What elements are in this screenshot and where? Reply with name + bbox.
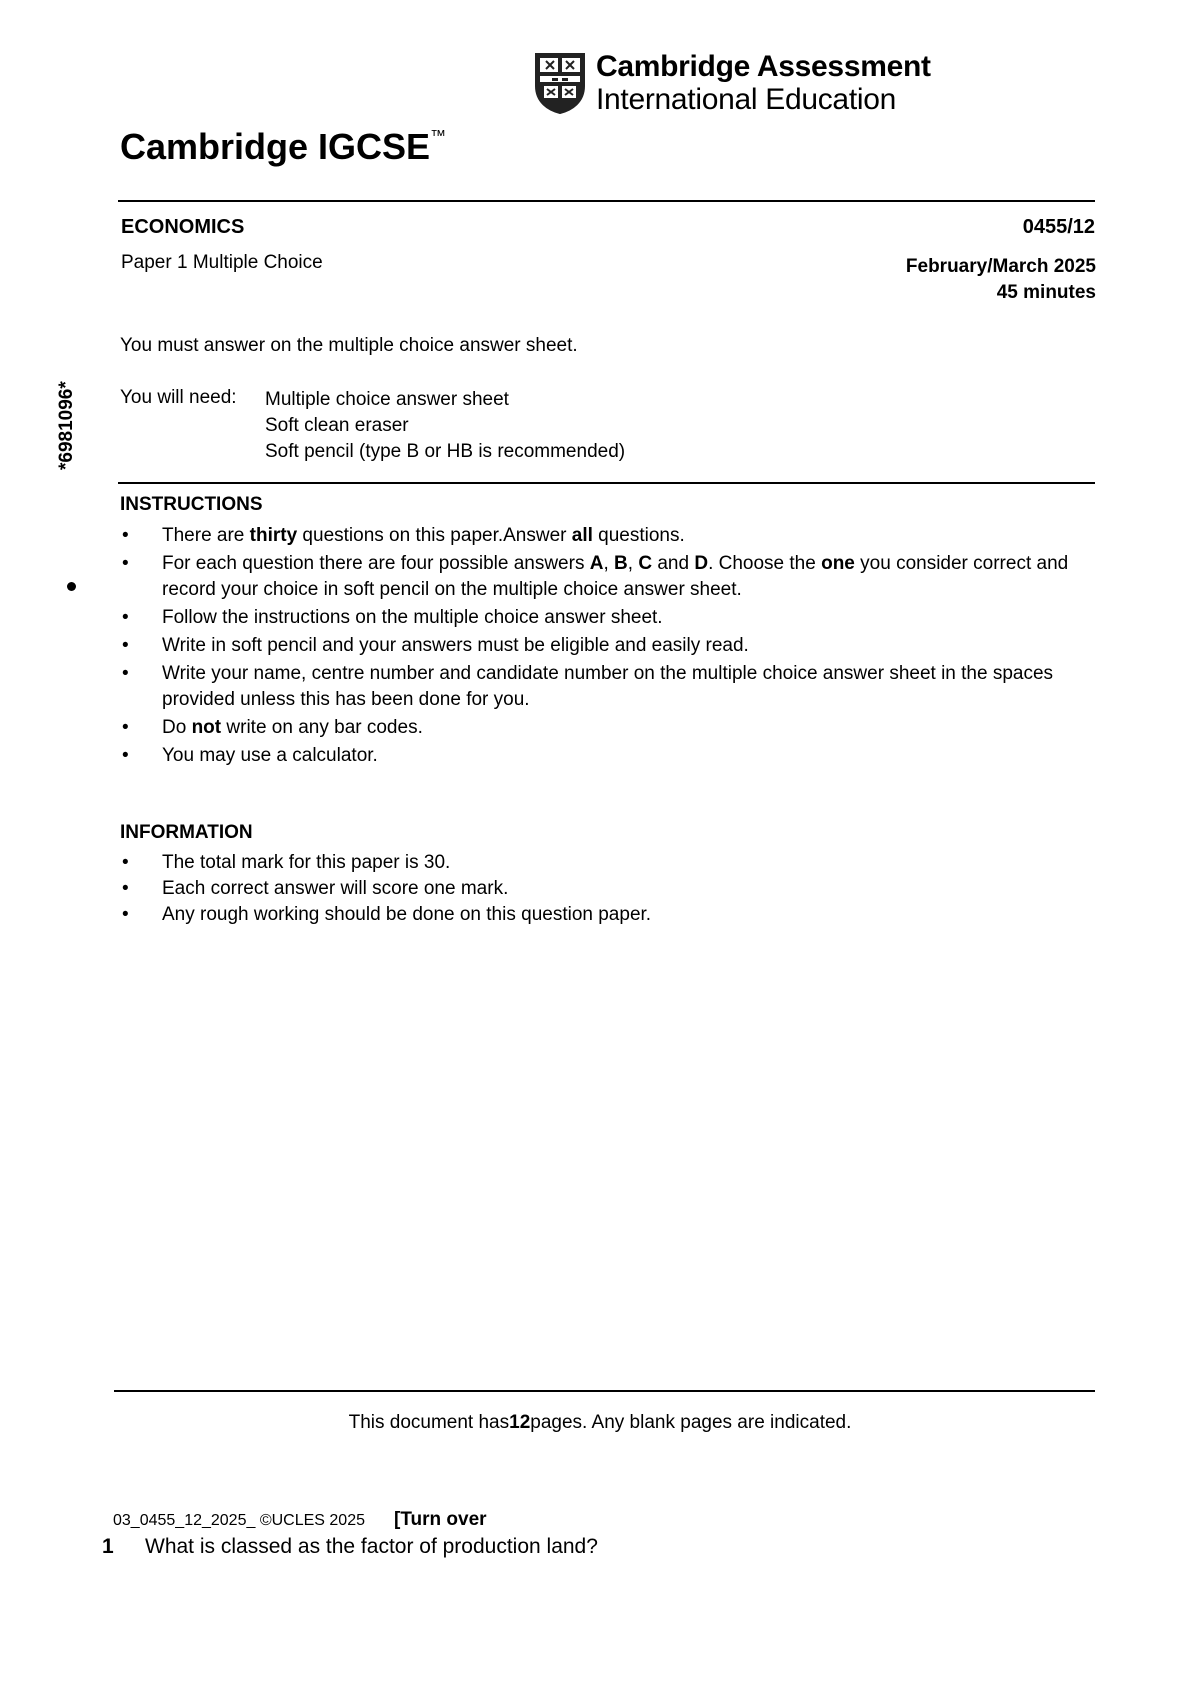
instruction-text: There are (162, 525, 250, 546)
page-count-note (0, 1412, 1200, 1434)
title-text: Cambridge IGCSE (120, 126, 431, 167)
instruction-text: write on any bar codes. (221, 717, 423, 738)
instruction-text: Follow the instructions on the multiple choice answer sheet. (162, 607, 663, 628)
instruction-item (120, 715, 1095, 741)
page-count-number: 12 (509, 1412, 531, 1433)
cambridge-shield-icon (534, 52, 586, 114)
instruction-text: and (652, 553, 695, 574)
instruction-emphasis: C (638, 553, 653, 574)
header-rule-bottom (118, 482, 1095, 484)
turn-over-label: [Turn over (394, 1509, 487, 1530)
need-label: You will need: (120, 387, 237, 408)
instruction-text: , (627, 553, 639, 574)
qualification-title (120, 126, 446, 168)
instruction-item (120, 551, 1095, 603)
logo-line-1: Cambridge Assessment (596, 50, 931, 83)
question-number: 1 (102, 1535, 114, 1558)
margin-dot (67, 582, 76, 591)
instruction-text: Write your name, centre number and candidate number on the multiple choice answer sheet in the spaces provided unless this has been done for you. (162, 663, 1054, 710)
cambridge-logo (534, 50, 931, 116)
instruction-emphasis: D (694, 553, 709, 574)
candidate-barcode-number: *6981096* (56, 381, 77, 470)
instruction-text: questions. (592, 525, 685, 546)
instruction-item (120, 633, 1095, 659)
document-code: 03_0455_12_2025_ ©UCLES 2025 (113, 1512, 365, 1529)
paper-name: Paper 1 Multiple Choice (121, 252, 323, 273)
need-item: Soft clean eraser (265, 415, 409, 436)
instruction-text: you consider correct and record your choice in soft pencil on the multiple choice answer sheet. (162, 553, 1069, 600)
instruction-text: For each question there are four possible answers (162, 553, 590, 574)
need-item: Soft pencil (type B or HB is recommended) (265, 441, 626, 462)
instructions-list (120, 523, 1095, 771)
instructions-heading: INSTRUCTIONS (120, 494, 263, 515)
instruction-text: questions on this paper.Answer (297, 525, 572, 546)
trademark-mark: ™ (430, 128, 447, 145)
information-item: • Any rough working should be done on this question paper. (120, 902, 1095, 928)
need-list (265, 387, 625, 465)
instruction-text: Do (162, 717, 192, 738)
instruction-emphasis: B (614, 553, 628, 574)
instruction-item (120, 605, 1095, 631)
instruction-emphasis: one (821, 553, 855, 574)
instruction-item (120, 743, 1095, 769)
header-rule-top (118, 200, 1095, 202)
page-count-suffix: pages. Any blank pages are indicated. (530, 1412, 852, 1433)
instruction-text: , (603, 553, 615, 574)
instruction-text: Write in soft pencil and your answers must be eligible and easily read. (162, 635, 749, 656)
page-count-prefix: This document has (348, 1412, 510, 1433)
information-item: • The total mark for this paper is 30. (120, 850, 1095, 876)
information-list (120, 850, 1095, 928)
instruction-emphasis: not (191, 717, 222, 738)
session-info (906, 254, 1096, 306)
instruction-text: You may use a calculator. (162, 745, 378, 766)
information-heading: INFORMATION (120, 822, 253, 843)
instruction-item (120, 661, 1095, 713)
exam-session: February/March 2025 (905, 256, 1096, 277)
question-text: What is classed as the factor of production land? (145, 1535, 598, 1558)
instruction-emphasis: all (571, 525, 593, 546)
subject-name: ECONOMICS (121, 216, 245, 238)
answer-instruction: You must answer on the multiple choice answer sheet. (120, 335, 578, 356)
need-item: Multiple choice answer sheet (265, 389, 509, 410)
instruction-emphasis: thirty (249, 525, 298, 546)
syllabus-code: 0455/12 (1022, 216, 1095, 238)
instruction-item (120, 523, 1095, 549)
exam-duration: 45 minutes (996, 282, 1096, 303)
information-item: • Each correct answer will score one mark. (120, 876, 1095, 902)
instruction-emphasis: A (589, 553, 604, 574)
footer-rule (114, 1390, 1095, 1392)
logo-line-2: International Education (596, 83, 896, 116)
instruction-text: . Choose the (708, 553, 822, 574)
